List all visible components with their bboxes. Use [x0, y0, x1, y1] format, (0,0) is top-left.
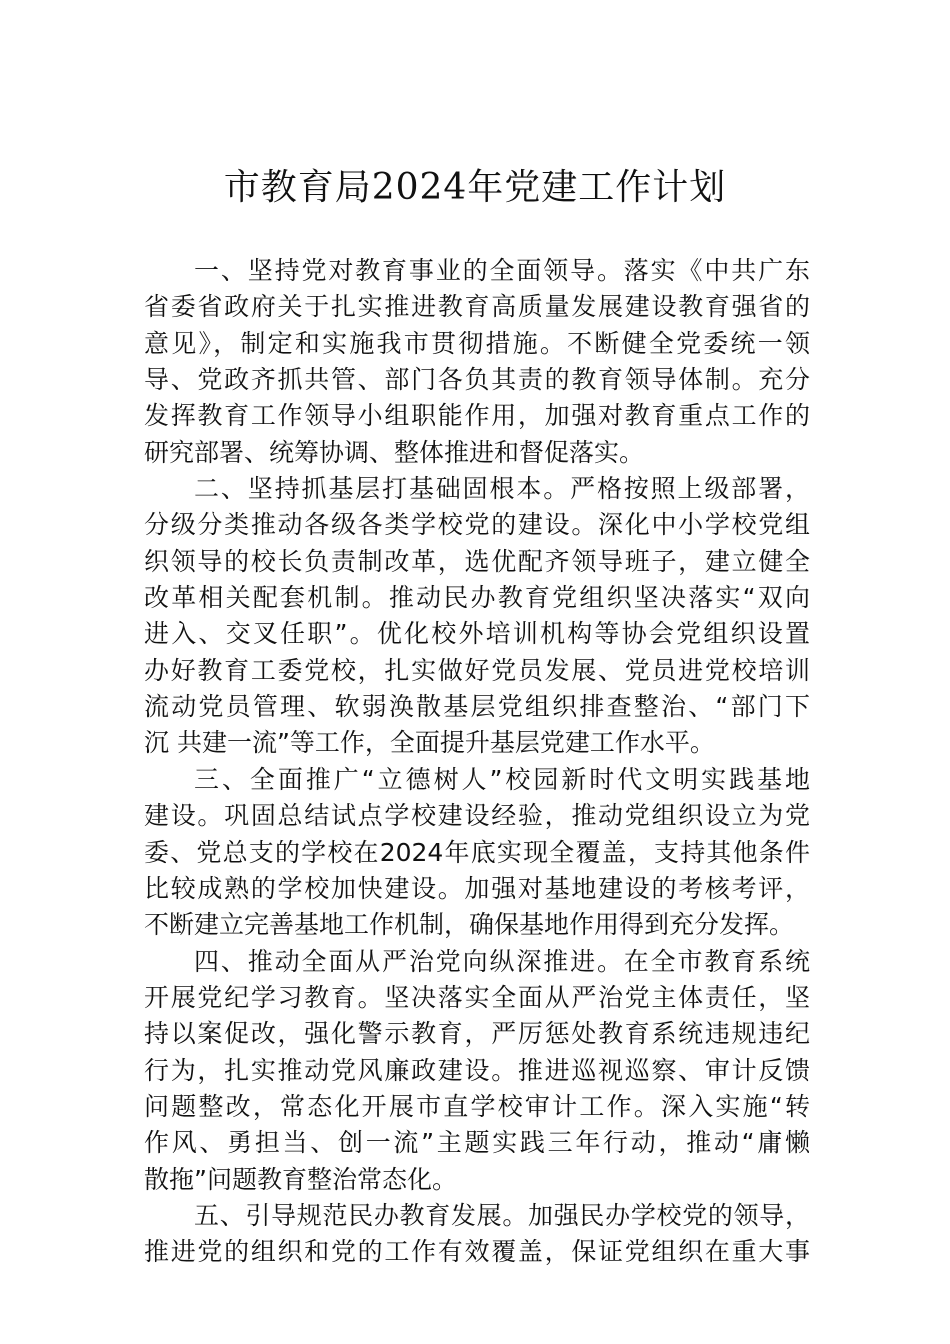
- paragraph-4-line-7: 散拖”问题教育整治常态化。: [144, 1164, 457, 1194]
- paragraph-2-line-5: 进入、交叉任职”。优化校外培训机构等协会党组织设置: [144, 619, 810, 649]
- paragraph-1-line-2: 省委省政府关于扎实推进教育高质量发展建设教育强省的: [144, 292, 810, 322]
- paragraph-4-line-1: 四、推动全面从严治党向纵深推进。在全市教育系统: [194, 946, 810, 976]
- paragraph-2-line-1: 二、坚持抓基层打基础固根本。严格按照上级部署，: [194, 474, 810, 504]
- paragraph-4-line-3: 持以案促改，强化警示教育，严厉惩处教育系统违规违纪: [144, 1019, 810, 1049]
- paragraph-2-line-6: 办好教育工委党校，扎实做好党员发展、党员进党校培训: [144, 655, 810, 685]
- paragraph-2-line-2: 分级分类推动各级各类学校党的建设。深化中小学校党组: [144, 510, 810, 540]
- paragraph-5-line-1: 五、引导规范民办教育发展。加强民办学校党的领导，: [194, 1200, 810, 1230]
- paragraph-3-line-3: 委、党总支的学校在2024年底实现全覆盖，支持其他条件: [144, 837, 810, 867]
- document-title: 市教育局2024年党建工作计划: [223, 167, 727, 208]
- paragraph-2-line-3: 织领导的校长负责制改革，选优配齐领导班子，建立健全: [144, 546, 810, 576]
- paragraph-3-line-2: 建设。巩固总结试点学校建设经验，推动党组织设立为党: [144, 801, 810, 831]
- paragraph-4-line-2: 开展党纪学习教育。坚决落实全面从严治党主体责任，坚: [144, 982, 810, 1012]
- paragraph-4-line-6: 作风、勇担当、创一流”主题实践三年行动，推动“庸懒: [144, 1128, 810, 1158]
- paragraph-2-line-4: 改革相关配套机制。推动民办教育党组织坚决落实“双向: [144, 583, 810, 613]
- paragraph-3-line-1: 三、全面推广“立德树人”校园新时代文明实践基地: [194, 764, 810, 794]
- paragraph-1-line-1: 一、坚持党对教育事业的全面领导。落实《中共广东: [194, 256, 810, 285]
- paragraph-4-line-4: 行为，扎实推动党风廉政建设。推进巡视巡察、审计反馈: [144, 1055, 810, 1085]
- paragraph-4-line-5: 问题整改，常态化开展市直学校审计工作。深入实施“转: [144, 1091, 810, 1121]
- paragraph-1-line-6: 研究部署、统筹协调、整体推进和督促落实。: [144, 437, 645, 467]
- paragraph-1-line-3: 意见》，制定和实施我市贯彻措施。不断健全党委统一领: [144, 328, 810, 358]
- paragraph-2-line-8: 沉 共建一流”等工作，全面提升基层党建工作水平。: [144, 728, 715, 758]
- paragraph-3-line-4: 比较成熟的学校加快建设。加强对基地建设的考核考评，: [144, 873, 810, 903]
- paragraph-5-line-2: 推进党的组织和党的工作有效覆盖，保证党组织在重大事: [144, 1237, 810, 1267]
- paragraph-1-line-4: 导、党政齐抓共管、部门各负其责的教育领导体制。充分: [144, 365, 810, 395]
- paragraph-1-line-5: 发挥教育工作领导小组职能作用，加强对教育重点工作的: [144, 401, 810, 431]
- document-body: [144, 253, 810, 1271]
- paragraph-3-line-5: 不断建立完善基地工作机制，确保基地作用得到充分发挥。: [144, 910, 795, 940]
- paragraph-2-line-7: 流动党员管理、软弱涣散基层党组织排查整治、“部门下: [144, 692, 810, 722]
